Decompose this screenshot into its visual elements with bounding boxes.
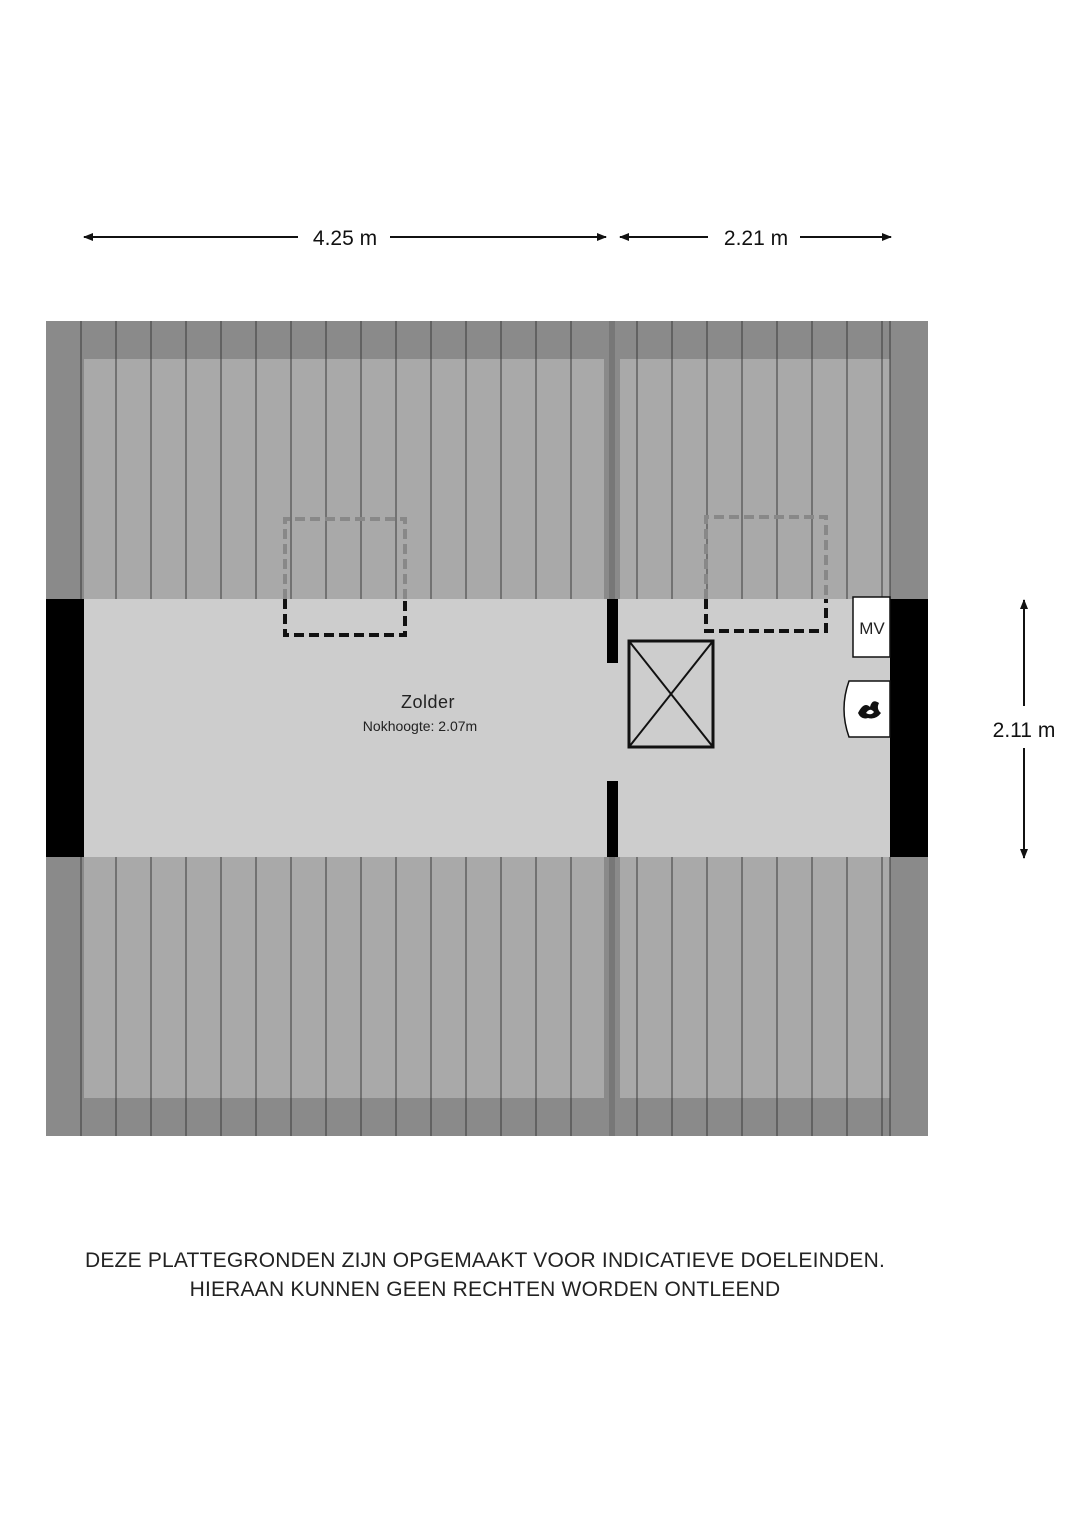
disclaimer bbox=[0, 1246, 970, 1304]
wall-partition-upper bbox=[607, 599, 618, 663]
dimension-width-left bbox=[84, 227, 606, 250]
disclaimer-line-2: HIERAAN KUNNEN GEEN RECHTEN WORDEN ONTLEEND bbox=[189, 1278, 781, 1301]
floor-area bbox=[84, 599, 890, 857]
dimension-depth-right-label: 2.11 m bbox=[992, 719, 1056, 742]
roof-top bbox=[46, 321, 928, 599]
dimension-width-left-label: 4.25 m bbox=[312, 227, 378, 250]
room-name: Zolder bbox=[400, 692, 456, 712]
wall-left bbox=[46, 599, 84, 857]
dimension-depth-right bbox=[993, 600, 1056, 858]
disclaimer-line-1: DEZE PLATTEGRONDEN ZIJN OPGEMAAKT VOOR INDICATIEVE DOELEINDEN. bbox=[84, 1249, 886, 1272]
wall-partition-lower bbox=[607, 781, 618, 857]
mechanical-ventilation-unit bbox=[853, 597, 890, 657]
boiler bbox=[844, 681, 890, 737]
roof-bottom bbox=[46, 857, 928, 1136]
mv-label: MV bbox=[859, 619, 885, 638]
dimension-width-right bbox=[620, 227, 891, 250]
wall-right bbox=[890, 599, 928, 857]
room-ridge-height: Nokhoogte: 2.07m bbox=[362, 718, 478, 734]
dimension-width-right-label: 2.21 m bbox=[723, 227, 789, 250]
